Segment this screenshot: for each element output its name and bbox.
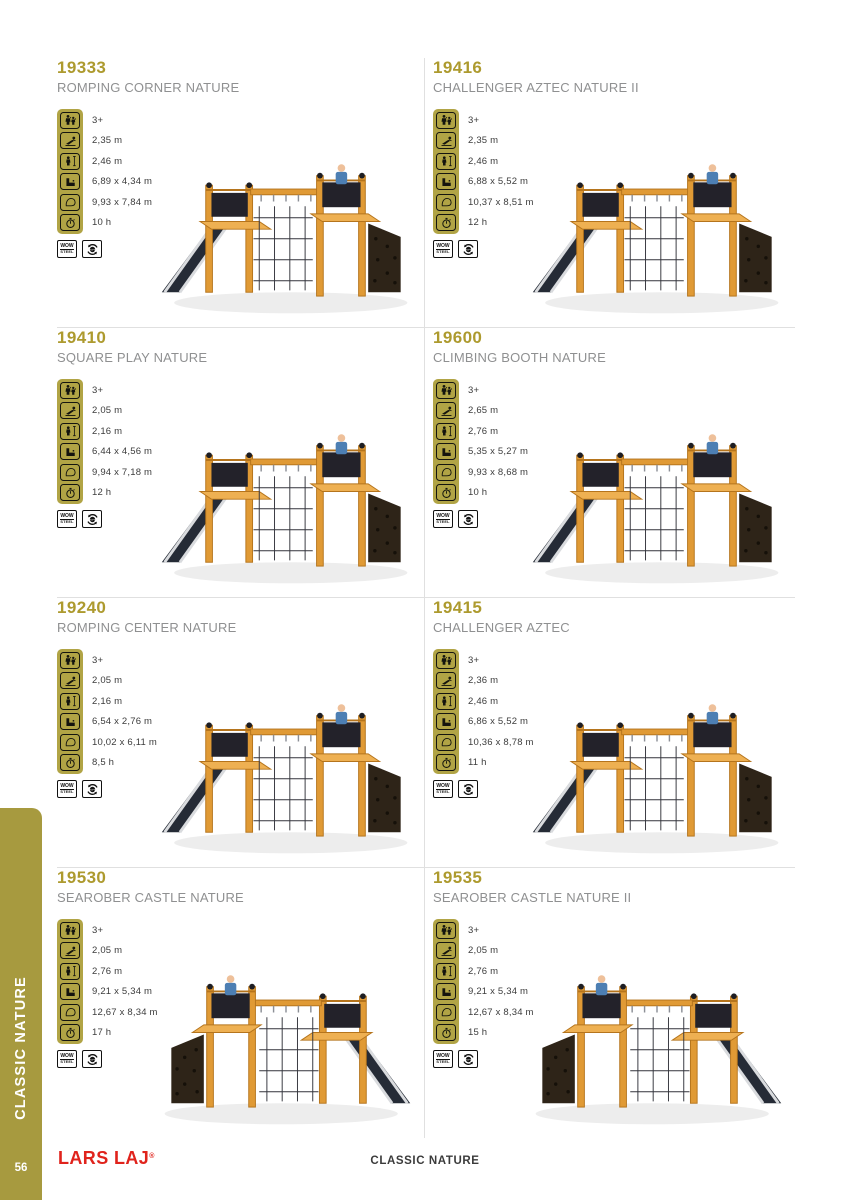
spec-values <box>468 379 528 505</box>
spec-fall-height: 2,05 m <box>92 945 123 957</box>
spec-assembly-time: 17 h <box>92 1027 112 1039</box>
assembly-time-icon <box>60 1024 80 1041</box>
product-code: 19240 <box>57 598 107 617</box>
spec-footprint: 6,88 x 5,52 m <box>468 176 529 188</box>
spec-values <box>92 919 158 1045</box>
spec-values <box>92 109 152 235</box>
spec-footprint: 6,86 x 5,52 m <box>468 716 529 728</box>
svg-text:HDPE: HDPE <box>89 788 95 791</box>
total-height-icon <box>436 153 456 170</box>
spec-age: 3+ <box>92 114 104 126</box>
safety-zone-icon <box>60 1004 80 1021</box>
spec-fall-height: 2,05 m <box>92 405 123 417</box>
assembly-time-icon <box>60 484 80 501</box>
wow-steel-badge: WOW STEEL <box>433 510 453 528</box>
spec-icon-strip <box>433 379 459 505</box>
wow-steel-badge: WOW STEEL <box>433 1050 453 1068</box>
product-card <box>425 328 795 598</box>
age-icon <box>60 922 80 939</box>
safety-zone-icon <box>60 734 80 751</box>
age-icon <box>60 112 80 129</box>
spec-list <box>57 919 424 1045</box>
spec-footprint: 6,89 x 4,34 m <box>92 176 153 188</box>
spec-total-height: 2,46 m <box>92 155 123 167</box>
product-card <box>425 58 795 328</box>
wow-steel-badge: WOW STEEL <box>433 780 453 798</box>
svg-text:HDPE: HDPE <box>89 518 95 521</box>
spec-age: 3+ <box>468 654 480 666</box>
spec-footprint: 9,21 x 5,34 m <box>468 986 529 998</box>
footprint-icon <box>436 983 456 1000</box>
assembly-time-icon <box>60 214 80 231</box>
hdpe-recycle-badge <box>82 240 102 258</box>
spec-total-height: 2,76 m <box>468 965 499 977</box>
spec-list <box>433 379 795 505</box>
safety-zone-icon <box>436 464 456 481</box>
spec-total-height: 2,16 m <box>92 695 123 707</box>
spec-assembly-time: 11 h <box>468 757 487 769</box>
spec-age: 3+ <box>468 384 480 396</box>
spec-safety-zone: 9,94 x 7,18 m <box>92 466 153 478</box>
spec-total-height: 2,46 m <box>468 155 499 167</box>
badge-row <box>433 780 795 798</box>
badge-row <box>57 1050 424 1068</box>
spec-age: 3+ <box>92 924 104 936</box>
safety-zone-icon <box>436 1004 456 1021</box>
spec-icon-strip <box>433 919 459 1045</box>
spec-footprint: 5,35 x 5,27 m <box>468 446 529 458</box>
product-code: 19530 <box>57 868 107 887</box>
product-code: 19415 <box>433 598 483 617</box>
spec-safety-zone: 9,93 x 8,68 m <box>468 466 529 478</box>
sidebar-tab <box>0 808 42 1200</box>
hdpe-recycle-badge <box>458 510 478 528</box>
footprint-icon <box>436 443 456 460</box>
product-card <box>57 868 425 1138</box>
hdpe-recycle-badge <box>82 780 102 798</box>
spec-fall-height: 2,65 m <box>468 405 499 417</box>
spec-total-height: 2,46 m <box>468 695 499 707</box>
fall-height-icon <box>436 402 456 419</box>
product-name: CHALLENGER AZTEC <box>433 619 570 635</box>
wow-steel-badge: WOW STEEL <box>57 1050 77 1068</box>
spec-age: 3+ <box>92 384 104 396</box>
total-height-icon <box>436 423 456 440</box>
product-name: CLIMBING BOOTH NATURE <box>433 349 606 365</box>
spec-list <box>57 649 424 775</box>
spec-footprint: 9,21 x 5,34 m <box>92 986 153 998</box>
product-code: 19600 <box>433 328 483 347</box>
fall-height-icon <box>60 402 80 419</box>
spec-icon-strip <box>57 649 83 775</box>
spec-fall-height: 2,35 m <box>92 135 123 147</box>
spec-footprint: 6,44 x 4,56 m <box>92 446 153 458</box>
fall-height-icon <box>436 132 456 149</box>
spec-values <box>468 109 534 235</box>
spec-assembly-time: 10 h <box>468 487 488 499</box>
safety-zone-icon <box>60 464 80 481</box>
assembly-time-icon <box>60 754 80 771</box>
total-height-icon <box>436 693 456 710</box>
hdpe-recycle-badge <box>82 1050 102 1068</box>
footprint-icon <box>60 983 80 1000</box>
spec-safety-zone: 10,37 x 8,51 m <box>468 196 534 208</box>
badge-row <box>57 780 424 798</box>
footprint-icon <box>60 713 80 730</box>
safety-zone-icon <box>60 194 80 211</box>
badge-row <box>433 1050 795 1068</box>
product-name: SEAROBER CASTLE NATURE II <box>433 889 632 905</box>
product-code: 19410 <box>57 328 107 347</box>
fall-height-icon <box>60 942 80 959</box>
spec-total-height: 2,16 m <box>92 425 123 437</box>
age-icon <box>436 112 456 129</box>
product-name: ROMPING CORNER NATURE <box>57 79 240 95</box>
wow-steel-badge: WOW STEEL <box>433 240 453 258</box>
assembly-time-icon <box>436 484 456 501</box>
spec-list <box>433 919 795 1045</box>
spec-safety-zone: 10,36 x 8,78 m <box>468 736 534 748</box>
spec-values <box>468 649 534 775</box>
spec-assembly-time: 8,5 h <box>92 757 115 769</box>
total-height-icon <box>60 153 80 170</box>
spec-icon-strip <box>57 379 83 505</box>
spec-values <box>92 649 157 775</box>
total-height-icon <box>60 693 80 710</box>
footprint-icon <box>436 713 456 730</box>
footer-category: CLASSIC NATURE <box>370 1155 480 1167</box>
badge-row <box>57 510 424 528</box>
svg-text:HDPE: HDPE <box>89 1058 95 1061</box>
product-code: 19416 <box>433 58 483 77</box>
spec-list <box>57 109 424 235</box>
product-card <box>425 598 795 868</box>
wow-steel-badge: WOW STEEL <box>57 780 77 798</box>
svg-text:HDPE: HDPE <box>89 248 95 251</box>
product-card <box>57 598 425 868</box>
registered-mark: ® <box>149 1153 155 1160</box>
fall-height-icon <box>436 942 456 959</box>
product-name: SQUARE PLAY NATURE <box>57 349 208 365</box>
badge-row <box>433 510 795 528</box>
svg-text:HDPE: HDPE <box>465 518 471 521</box>
badge-row <box>433 240 795 258</box>
spec-list <box>433 649 795 775</box>
spec-fall-height: 2,05 m <box>92 675 123 687</box>
spec-values <box>92 379 152 505</box>
spec-icon-strip <box>433 649 459 775</box>
wow-steel-badge: WOW STEEL <box>57 240 77 258</box>
footprint-icon <box>60 443 80 460</box>
product-card <box>57 328 425 598</box>
spec-icon-strip <box>57 109 83 235</box>
spec-icon-strip <box>57 919 83 1045</box>
product-grid <box>57 58 795 1138</box>
hdpe-recycle-badge <box>458 780 478 798</box>
spec-list <box>433 109 795 235</box>
product-code: 19333 <box>57 58 107 77</box>
spec-footprint: 6,54 x 2,76 m <box>92 716 153 728</box>
footprint-icon <box>60 173 80 190</box>
svg-text:HDPE: HDPE <box>465 788 471 791</box>
hdpe-recycle-badge <box>458 1050 478 1068</box>
total-height-icon <box>60 963 80 980</box>
assembly-time-icon <box>436 214 456 231</box>
safety-zone-icon <box>436 194 456 211</box>
product-code: 19535 <box>433 868 483 887</box>
spec-icon-strip <box>433 109 459 235</box>
fall-height-icon <box>436 672 456 689</box>
spec-fall-height: 2,05 m <box>468 945 499 957</box>
spec-list <box>57 379 424 505</box>
product-name: ROMPING CENTER NATURE <box>57 619 237 635</box>
product-name: SEAROBER CASTLE NATURE <box>57 889 244 905</box>
spec-total-height: 2,76 m <box>468 425 499 437</box>
svg-text:HDPE: HDPE <box>465 248 471 251</box>
page-number: 56 <box>14 1162 28 1174</box>
spec-fall-height: 2,35 m <box>468 135 499 147</box>
product-card <box>57 58 425 328</box>
spec-age: 3+ <box>92 654 104 666</box>
spec-age: 3+ <box>468 114 480 126</box>
age-icon <box>436 382 456 399</box>
brand-logo: LARS LAJ® <box>58 1148 155 1168</box>
spec-values <box>468 919 534 1045</box>
fall-height-icon <box>60 672 80 689</box>
spec-age: 3+ <box>468 924 480 936</box>
spec-safety-zone: 9,93 x 7,84 m <box>92 196 153 208</box>
age-icon <box>60 382 80 399</box>
age-icon <box>60 652 80 669</box>
wow-steel-badge: WOW STEEL <box>57 510 77 528</box>
spec-total-height: 2,76 m <box>92 965 123 977</box>
spec-assembly-time: 15 h <box>468 1027 488 1039</box>
safety-zone-icon <box>436 734 456 751</box>
spec-safety-zone: 10,02 x 6,11 m <box>92 736 157 748</box>
spec-assembly-time: 10 h <box>92 217 112 229</box>
sidebar-category-label: CLASSIC NATURE <box>13 976 29 1120</box>
age-icon <box>436 652 456 669</box>
spec-safety-zone: 12,67 x 8,34 m <box>468 1006 534 1018</box>
spec-fall-height: 2,36 m <box>468 675 499 687</box>
hdpe-recycle-badge <box>82 510 102 528</box>
total-height-icon <box>60 423 80 440</box>
product-name: CHALLENGER AZTEC NATURE II <box>433 79 639 95</box>
product-card <box>425 868 795 1138</box>
fall-height-icon <box>60 132 80 149</box>
hdpe-recycle-badge <box>458 240 478 258</box>
footprint-icon <box>436 173 456 190</box>
assembly-time-icon <box>436 1024 456 1041</box>
spec-assembly-time: 12 h <box>468 217 488 229</box>
age-icon <box>436 922 456 939</box>
assembly-time-icon <box>436 754 456 771</box>
spec-safety-zone: 12,67 x 8,34 m <box>92 1006 158 1018</box>
badge-row <box>57 240 424 258</box>
spec-assembly-time: 12 h <box>92 487 112 499</box>
total-height-icon <box>436 963 456 980</box>
svg-text:HDPE: HDPE <box>465 1058 471 1061</box>
